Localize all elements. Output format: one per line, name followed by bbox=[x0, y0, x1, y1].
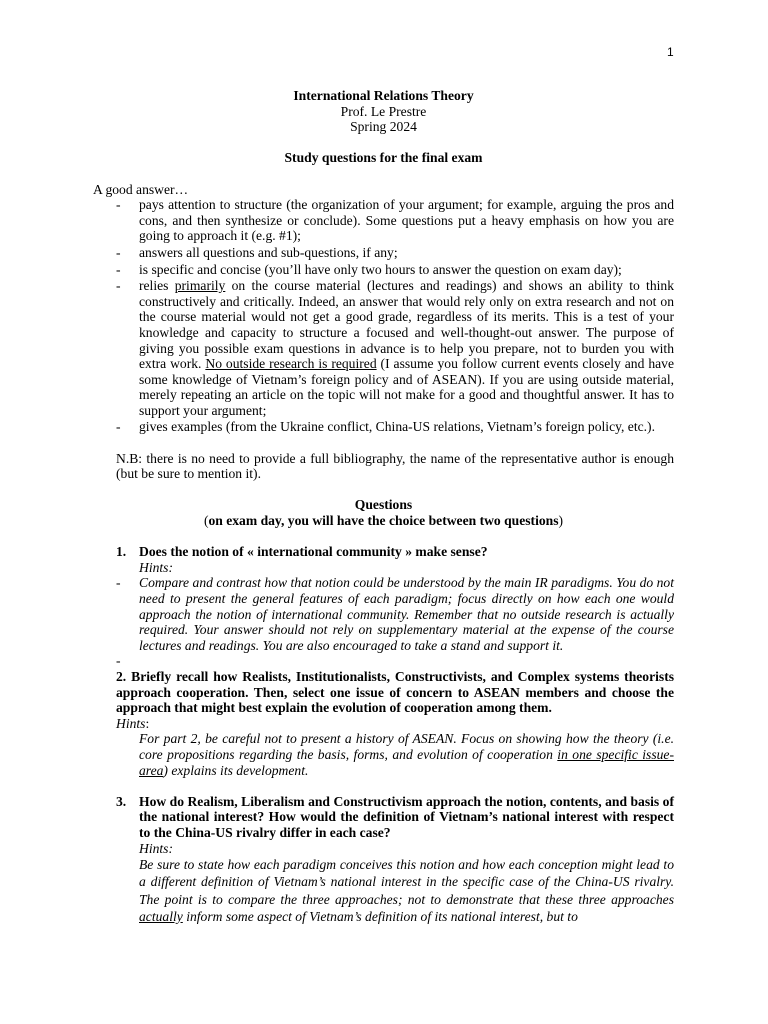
hint-text: Compare and contrast how that notion could be understood by the main IR paradigms. You do not need to present the general features of each paradigm; focus directly on how each one would approach the notion of international community. Remember that no outside research is actually required. Your answer should not rely on supplementary material at the expense of the course lectures and readings. You are also encouraged to take a stand and support it. bbox=[139, 575, 674, 653]
underlined-text: in one specific issue-area bbox=[139, 746, 674, 778]
hint-list bbox=[93, 575, 674, 653]
question-3 bbox=[93, 794, 674, 841]
question-text: Briefly recall how Realists, Institutionalists, Constructivists, and Complex systems theorists approach cooperation. Then, select one issue of concern to ASEAN members and choose the approach that might best explain the evolution of cooperation among them. bbox=[116, 668, 675, 716]
questions-subheading bbox=[93, 513, 674, 529]
question-1 bbox=[93, 544, 674, 560]
criterion-text: gives examples (from the Ukraine conflict, China-US relations, Vietnam’s foreign policy, etc.). bbox=[139, 419, 655, 435]
hint-paragraph bbox=[93, 731, 674, 778]
professor-name: Prof. Le Prestre bbox=[340, 103, 427, 119]
list-item bbox=[93, 575, 674, 653]
bibliography-note: N.B: there is no need to provide a full bibliography, the name of the representative author is enough (but be sure to mention it). bbox=[116, 450, 674, 482]
question-number: 1. bbox=[116, 544, 127, 560]
paren-close: ) bbox=[558, 513, 564, 529]
criterion-text: (I assume you follow current events closely and have some knowledge of Vietnam’s foreign policy and of ASEAN). If you are using outside material, merely repeating an article on the topic will not make for a good and thoughtful answer. It has to support your argument; bbox=[139, 356, 674, 418]
criterion-text: is specific and concise (you’ll have only two hours to answer the question on exam day); bbox=[139, 261, 622, 277]
question-2 bbox=[93, 669, 674, 716]
document-subtitle: Study questions for the final exam bbox=[284, 150, 483, 166]
stray-dash: - bbox=[116, 653, 121, 669]
underlined-text: actually bbox=[139, 908, 183, 924]
criterion-text: answers all questions and sub-questions, if any; bbox=[139, 244, 398, 260]
list-item bbox=[93, 419, 674, 435]
hints-colon: : bbox=[145, 715, 150, 731]
course-title: International Relations Theory bbox=[293, 88, 474, 103]
underlined-text: primarily bbox=[174, 278, 226, 294]
hints-word: Hints bbox=[116, 715, 146, 731]
hints-label: Hints: bbox=[139, 559, 173, 575]
question-text: How do Realism, Liberalism and Constructivism approach the notion, contents, and basis of the national interest? How would the definition of Vietnam’s national interest with respect to the China-US rivalry differ in each case? bbox=[139, 793, 674, 840]
list-item bbox=[93, 197, 674, 244]
hints-label: Hints: bbox=[139, 840, 173, 856]
criteria-list bbox=[93, 197, 674, 435]
list-item bbox=[93, 262, 674, 278]
term: Spring 2024 bbox=[350, 119, 417, 135]
hints-label bbox=[93, 716, 674, 732]
intro-lead: A good answer… bbox=[93, 181, 189, 197]
hint-text: ) explains its development. bbox=[163, 762, 309, 778]
hint-text: inform some aspect of Vietnam’s definition of its national interest, but to bbox=[182, 908, 578, 924]
hint-text: For part 2, be careful not to present a history of ASEAN. Focus on showing how the theory (i.e. core propositions regarding the basis, forms, and evolution of cooperation bbox=[139, 731, 674, 762]
page-number: 1 bbox=[667, 45, 674, 59]
choice-note: on exam day, you will have the choice between two questions bbox=[208, 513, 559, 529]
paren-open: ( bbox=[203, 513, 209, 529]
question-number: 2. bbox=[116, 668, 127, 684]
hint-text: Be sure to state how each paradigm conceives this notion and how each conception might lead to a different definition of Vietnam’s national interest in the specific case of the China-US rivalry. The point is to compare the three approaches; not to demonstrate that these three approaches bbox=[139, 857, 674, 907]
question-number: 3. bbox=[116, 793, 127, 809]
criterion-text: relies bbox=[139, 278, 175, 294]
list-item bbox=[93, 278, 674, 418]
criterion-text: on the course material (lectures and readings) and shows an ability to think constructively and critically. Indeed, an answer that would rely only on extra research and not on the course material would not get a good grade, regardless of its merits. This is a test of your knowledge and capacity to structure a focused and well-thought-out answer. The purpose of giving you possible exam questions in advance is to help you prepare, not to burden you with extra work. bbox=[139, 278, 674, 372]
document-body bbox=[93, 88, 674, 925]
criterion-text: pays attention to structure (the organization of your argument; for example, arguing the pros and cons, and then synthesize or conclude). Some questions put a heavy emphasis on how you are going to approach it (e.g. #1); bbox=[139, 197, 674, 244]
hint-paragraph bbox=[93, 856, 674, 925]
question-text: Does the notion of « international community » make sense? bbox=[139, 544, 488, 560]
questions-heading: Questions bbox=[354, 497, 413, 513]
underlined-text: No outside research is required bbox=[205, 356, 377, 372]
list-item bbox=[93, 245, 674, 261]
